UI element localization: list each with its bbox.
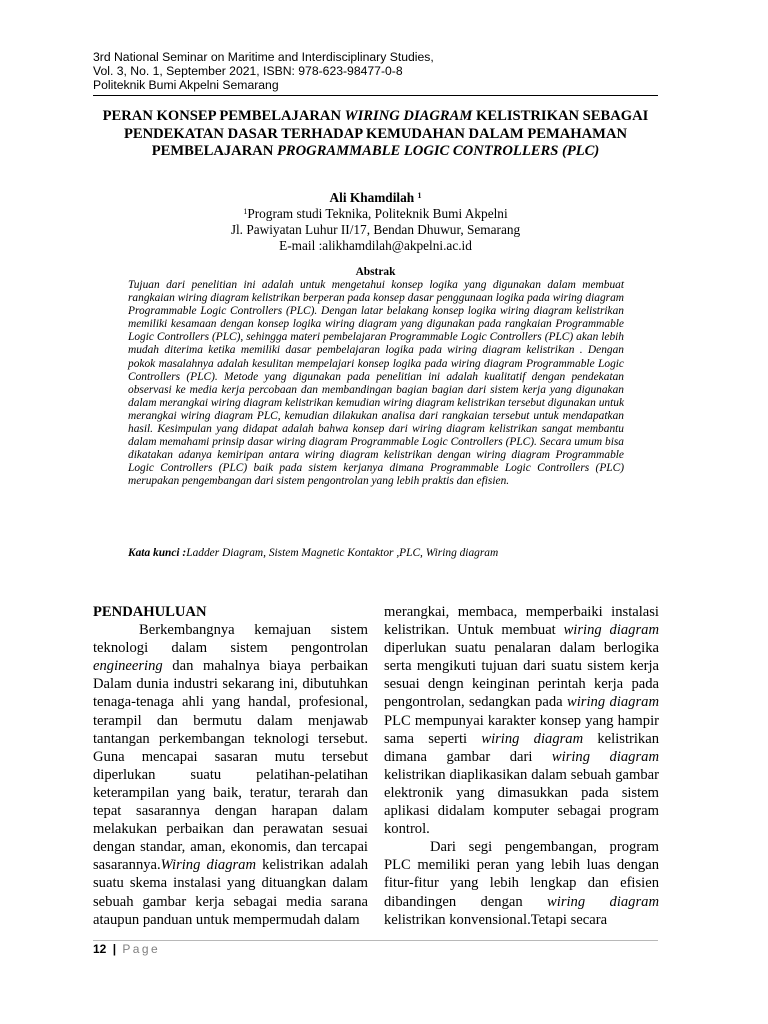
footer-separator: | bbox=[112, 942, 117, 956]
header-line-3: Politeknik Bumi Akpelni Semarang bbox=[93, 78, 279, 92]
header-line-1: 3rd National Seminar on Maritime and Interdisciplinary Studies, bbox=[93, 50, 434, 64]
author-affiliation: $^1$Program studi Teknika, Politeknik Bumi Akpelni bbox=[243, 206, 508, 221]
paper-title: PERAN KONSEP PEMBELAJARAN WIRING DIAGRAM KELISTRIKAN SEBAGAI PENDEKATAN DASAR TERHADAP KEMUDAHAN DALAM PEMAHAMAN PEMBELAJARAN PROGRAMMABLE LOGIC CONTROLLERS (PLC) bbox=[102, 108, 649, 159]
paragraph: Berkembangnya kemajuan sistem teknologi dalam sistem pengontrolan engineering dan mahalnya biaya perbaikan Dalam dunia industri sekarang ini, dibutuhkan tenaga-tenaga ahli yang handal, profesional, terampil dan bermutu dalam menjawab tantangan perkembangan teknologi tersebut. Guna mencapai sasaran mutu tersebut diperlukan suatu pelatihan-pelatihan keterampilan yang baik, teratur, terarah dan tepat sasarannya dengan harapan dalam melakukan perbaikan dan perawatan sesuai dengan standar, aman, ekonomis, dan tercapai sasarannya.Wiring diagram kelistrikan adalah suatu skema instalasi yang dituangkan dalam sebuah gambar kerja sebagai media sarana ataupun panduan untuk mempermudah dalam bbox=[93, 622, 368, 928]
page-footer bbox=[93, 942, 160, 956]
abstract-text: Tujuan dari penelitian ini adalah untuk mengetahui konsep logika yang digunakan dalam membuat rangkaian wiring diagram kelistrikan berperan pada konsep dasar penggunaan logika pada wiring diagram Programmable Logic Controllers (PLC). Dengan latar belakang konsep logika wiring diagram kelistrikan memiliki kesamaan dengan konsep logika wiring diagram yang digunakan pada rangkaian Programmable Logic Controllers (PLC), sehingga materi pembelajaran Programmable Logic Controllers (PLC) akan lebih mudah diterima ketika memiliki dasar pembelajaran logika pada wiring diagram kelistrikan . Dengan pokok masalahnya adalah kesulitan mempelajari konsep logika pada wiring diagram Programmable Logic Controllers (PLC). Metode yang digunakan pada penelitian ini adalah kualitatif dengan pendekatan observasi ke media kerja percobaan dan membandingan bagian bagian dari sistem kerja yang digunakan dalam merangkai wiring diagram kelistrikan kemudian wiring diagram kelistrikan tersebut digunakan untuk merangkai wiring diagram PLC, kemudian dilakukan analisa dari rangkaian tersebut untuk mendapatkan hasil. Kesimpulan yang didapat adalah bahwa konsep dari wiring diagram kelistrikan sangat membantu dalam memahami prinsip dasar wiring diagram Programmable Logic Controllers (PLC). Secara umum bisa dikatakan adanya kemiripan antara wiring diagram kelistrikan dengan wiring diagram Programmable Logic Controllers (PLC) baik pada sistem kerjanya dimana Programmable Logic Controllers (PLC) merupakan pengembangan dari sistem pengontrolan yang lebih praktis dan efisien. bbox=[128, 279, 624, 488]
body-column-left bbox=[93, 603, 368, 929]
author-name: Ali Khamdilah $^1$ bbox=[329, 190, 422, 205]
author-block bbox=[93, 190, 658, 254]
journal-header bbox=[93, 50, 658, 92]
header-divider bbox=[93, 95, 658, 96]
footer-divider bbox=[93, 940, 658, 941]
page-label: Page bbox=[122, 942, 161, 956]
author-address: Jl. Pawiyatan Luhur II/17, Bendan Dhuwur, Semarang bbox=[230, 222, 521, 237]
page-number: 12 bbox=[93, 942, 107, 956]
paragraph: Dari segi pengembangan, program PLC memiliki peran yang lebih luas dengan fitur-fitur yang lebih lengkap dan efisien dibandingen dengan wiring diagram kelistrikan konvensional.Tetapi secara bbox=[384, 839, 659, 928]
section-heading: PENDAHULUAN bbox=[93, 604, 207, 620]
abstract-heading: Abstrak bbox=[355, 266, 396, 278]
author-email: E-mail :alikhamdilah@akpelni.ac.id bbox=[279, 238, 472, 253]
body-column-right bbox=[384, 603, 659, 929]
header-line-2: Vol. 3, No. 1, September 2021, ISBN: 978-623-98477-0-8 bbox=[93, 64, 403, 78]
keywords: Kata kunci :Ladder Diagram, Sistem Magnetic Kontaktor ,PLC, Wiring diagram bbox=[128, 547, 499, 559]
paragraph: merangkai, membaca, memperbaiki instalasi kelistrikan. Untuk membuat wiring diagram diperlukan suatu penalaran dalam berlogika serta mengikuti tujuan dari suatu sistem kerja sesuai dengn keinginan perintah kerja pada pengontrolan, sedangkan pada wiring diagram PLC mempunyai karakter konsep yang hampir sama seperti wiring diagram kelistrikan dimana gambar dari wiring diagram kelistrikan diaplikasikan dalam sebuah gambar elektronik yang dimasukkan pada sistem aplikasi didalam komputer sebagai program kontrol. bbox=[384, 604, 659, 838]
